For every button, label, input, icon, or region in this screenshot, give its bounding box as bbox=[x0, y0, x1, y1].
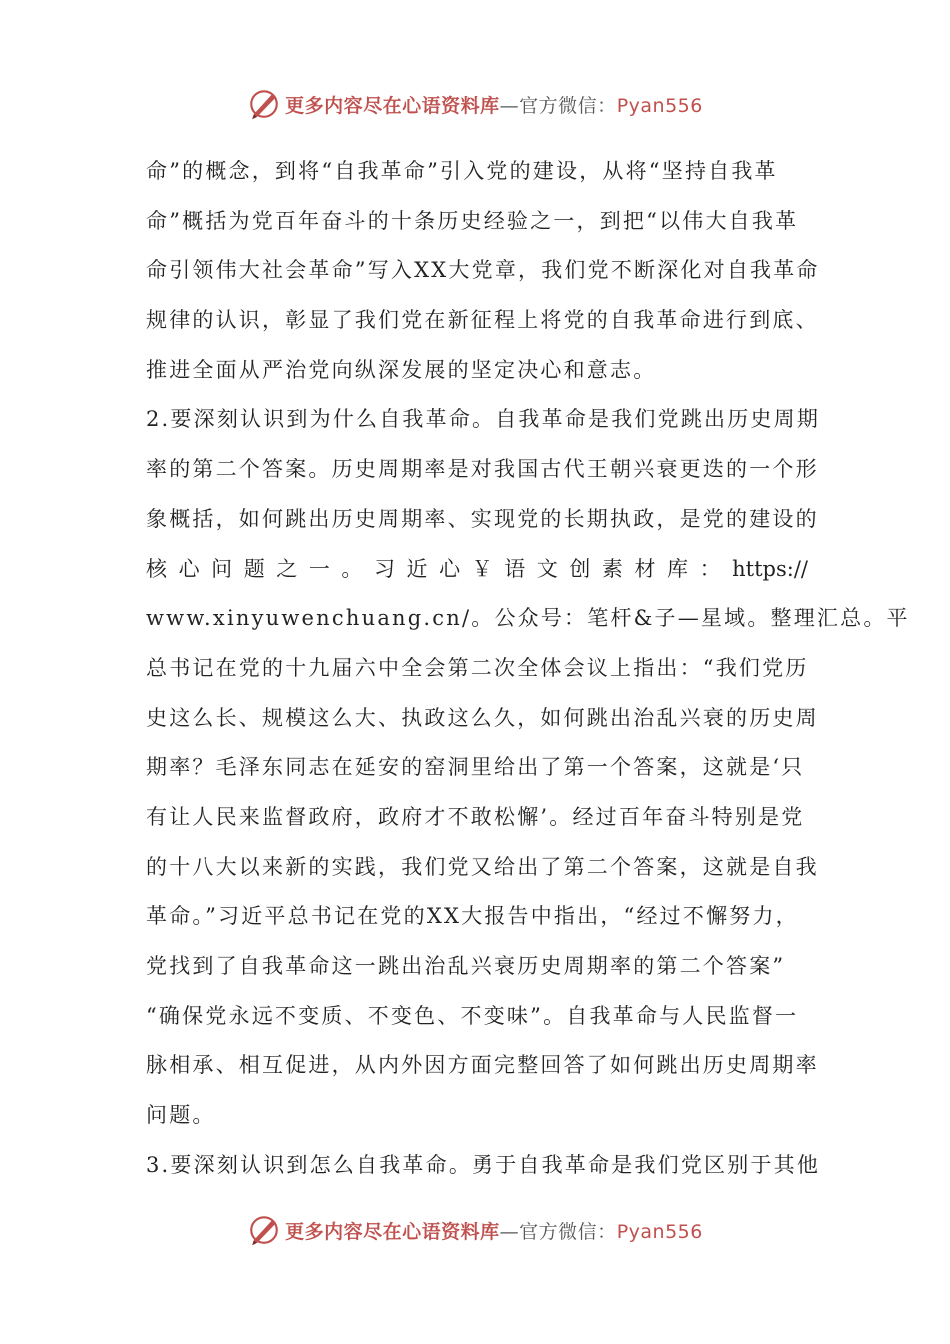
header-banner-subtext: 官方微信： bbox=[519, 94, 617, 117]
footer-banner bbox=[0, 1208, 950, 1252]
body-line: 脉相承、相互促进，从内外因方面完整回答了如何跳出历史周期率 bbox=[146, 1053, 819, 1078]
body-line: 党找到了自我革命这一跳出治乱兴衰历史周期率的第二个答案” bbox=[146, 954, 786, 978]
body-line: www.xinyuwenchuang.cn/。公众号：笔杆&子—星域。整理汇总。平 bbox=[146, 606, 910, 631]
body-line: 命引领伟大社会革命”写入XX大党章，我们党不断深化对自我革命 bbox=[146, 258, 820, 283]
body-line: 命”概括为党百年奋斗的十条历史经验之一，到把“以伟大自我革 bbox=[146, 208, 799, 233]
header-banner bbox=[0, 82, 950, 126]
body-line: 革命。”习近平总书记在党的XX大报告中指出，“经过不懈努力， bbox=[146, 904, 799, 929]
header-banner-text bbox=[285, 91, 703, 118]
header-banner-wechat: Pyan556 bbox=[616, 94, 703, 117]
body-line: 3.要深刻认识到怎么自我革命。勇于自我革命是我们党区别于其他 bbox=[146, 1152, 821, 1177]
footer-banner-text bbox=[285, 1217, 703, 1244]
document-body bbox=[146, 147, 910, 1190]
body-line: 规律的认识，彰显了我们党在新征程上将党的自我革命进行到底、 bbox=[146, 308, 819, 333]
footer-banner-title: 更多内容尽在心语资料库 bbox=[285, 1220, 500, 1243]
body-line: 期率？毛泽东同志在延安的窑洞里给出了第一个答案，这就是‘只 bbox=[146, 755, 805, 780]
pen-logo-icon bbox=[247, 87, 281, 121]
body-line: 史这么长、规模这么大、执政这么久，如何跳出治乱兴衰的历史周 bbox=[146, 705, 819, 730]
body-line: 有让人民来监督政府，政府才不敢松懈’。经过百年奋斗特别是党 bbox=[146, 804, 805, 829]
body-line: 问题。 bbox=[146, 1103, 216, 1128]
footer-banner-separator: — bbox=[499, 1220, 520, 1243]
body-line: 推进全面从严治党向纵深发展的坚定决心和意志。 bbox=[146, 357, 657, 382]
header-banner-separator: — bbox=[499, 94, 520, 117]
body-line: 象概括，如何跳出历史周期率、实现党的长期执政，是党的建设的 bbox=[146, 506, 819, 531]
pen-logo-icon bbox=[247, 1213, 281, 1247]
header-banner-title: 更多内容尽在心语资料库 bbox=[285, 94, 500, 117]
body-line: 命”的概念，到将“自我革命”引入党的建设，从将“坚持自我革 bbox=[146, 159, 778, 183]
body-line: “确保党永远不变质、不变色、不变味”。自我革命与人民监督一 bbox=[146, 1003, 799, 1028]
body-line: 率的第二个答案。历史周期率是对我国古代王朝兴衰更迭的一个形 bbox=[146, 457, 819, 482]
footer-banner-wechat: Pyan556 bbox=[616, 1220, 703, 1243]
body-line: 总书记在党的十九届六中全会第二次全体会议上指出：“我们党历 bbox=[146, 655, 809, 680]
body-line: 核心问题之一。习近心￥语文创素材库：https:// bbox=[146, 556, 808, 581]
body-line: 2.要深刻认识到为什么自我革命。自我革命是我们党跳出历史周期 bbox=[146, 407, 821, 432]
footer-banner-subtext: 官方微信： bbox=[519, 1220, 617, 1243]
body-line: 的十八大以来新的实践，我们党又给出了第二个答案，这就是自我 bbox=[146, 854, 819, 879]
